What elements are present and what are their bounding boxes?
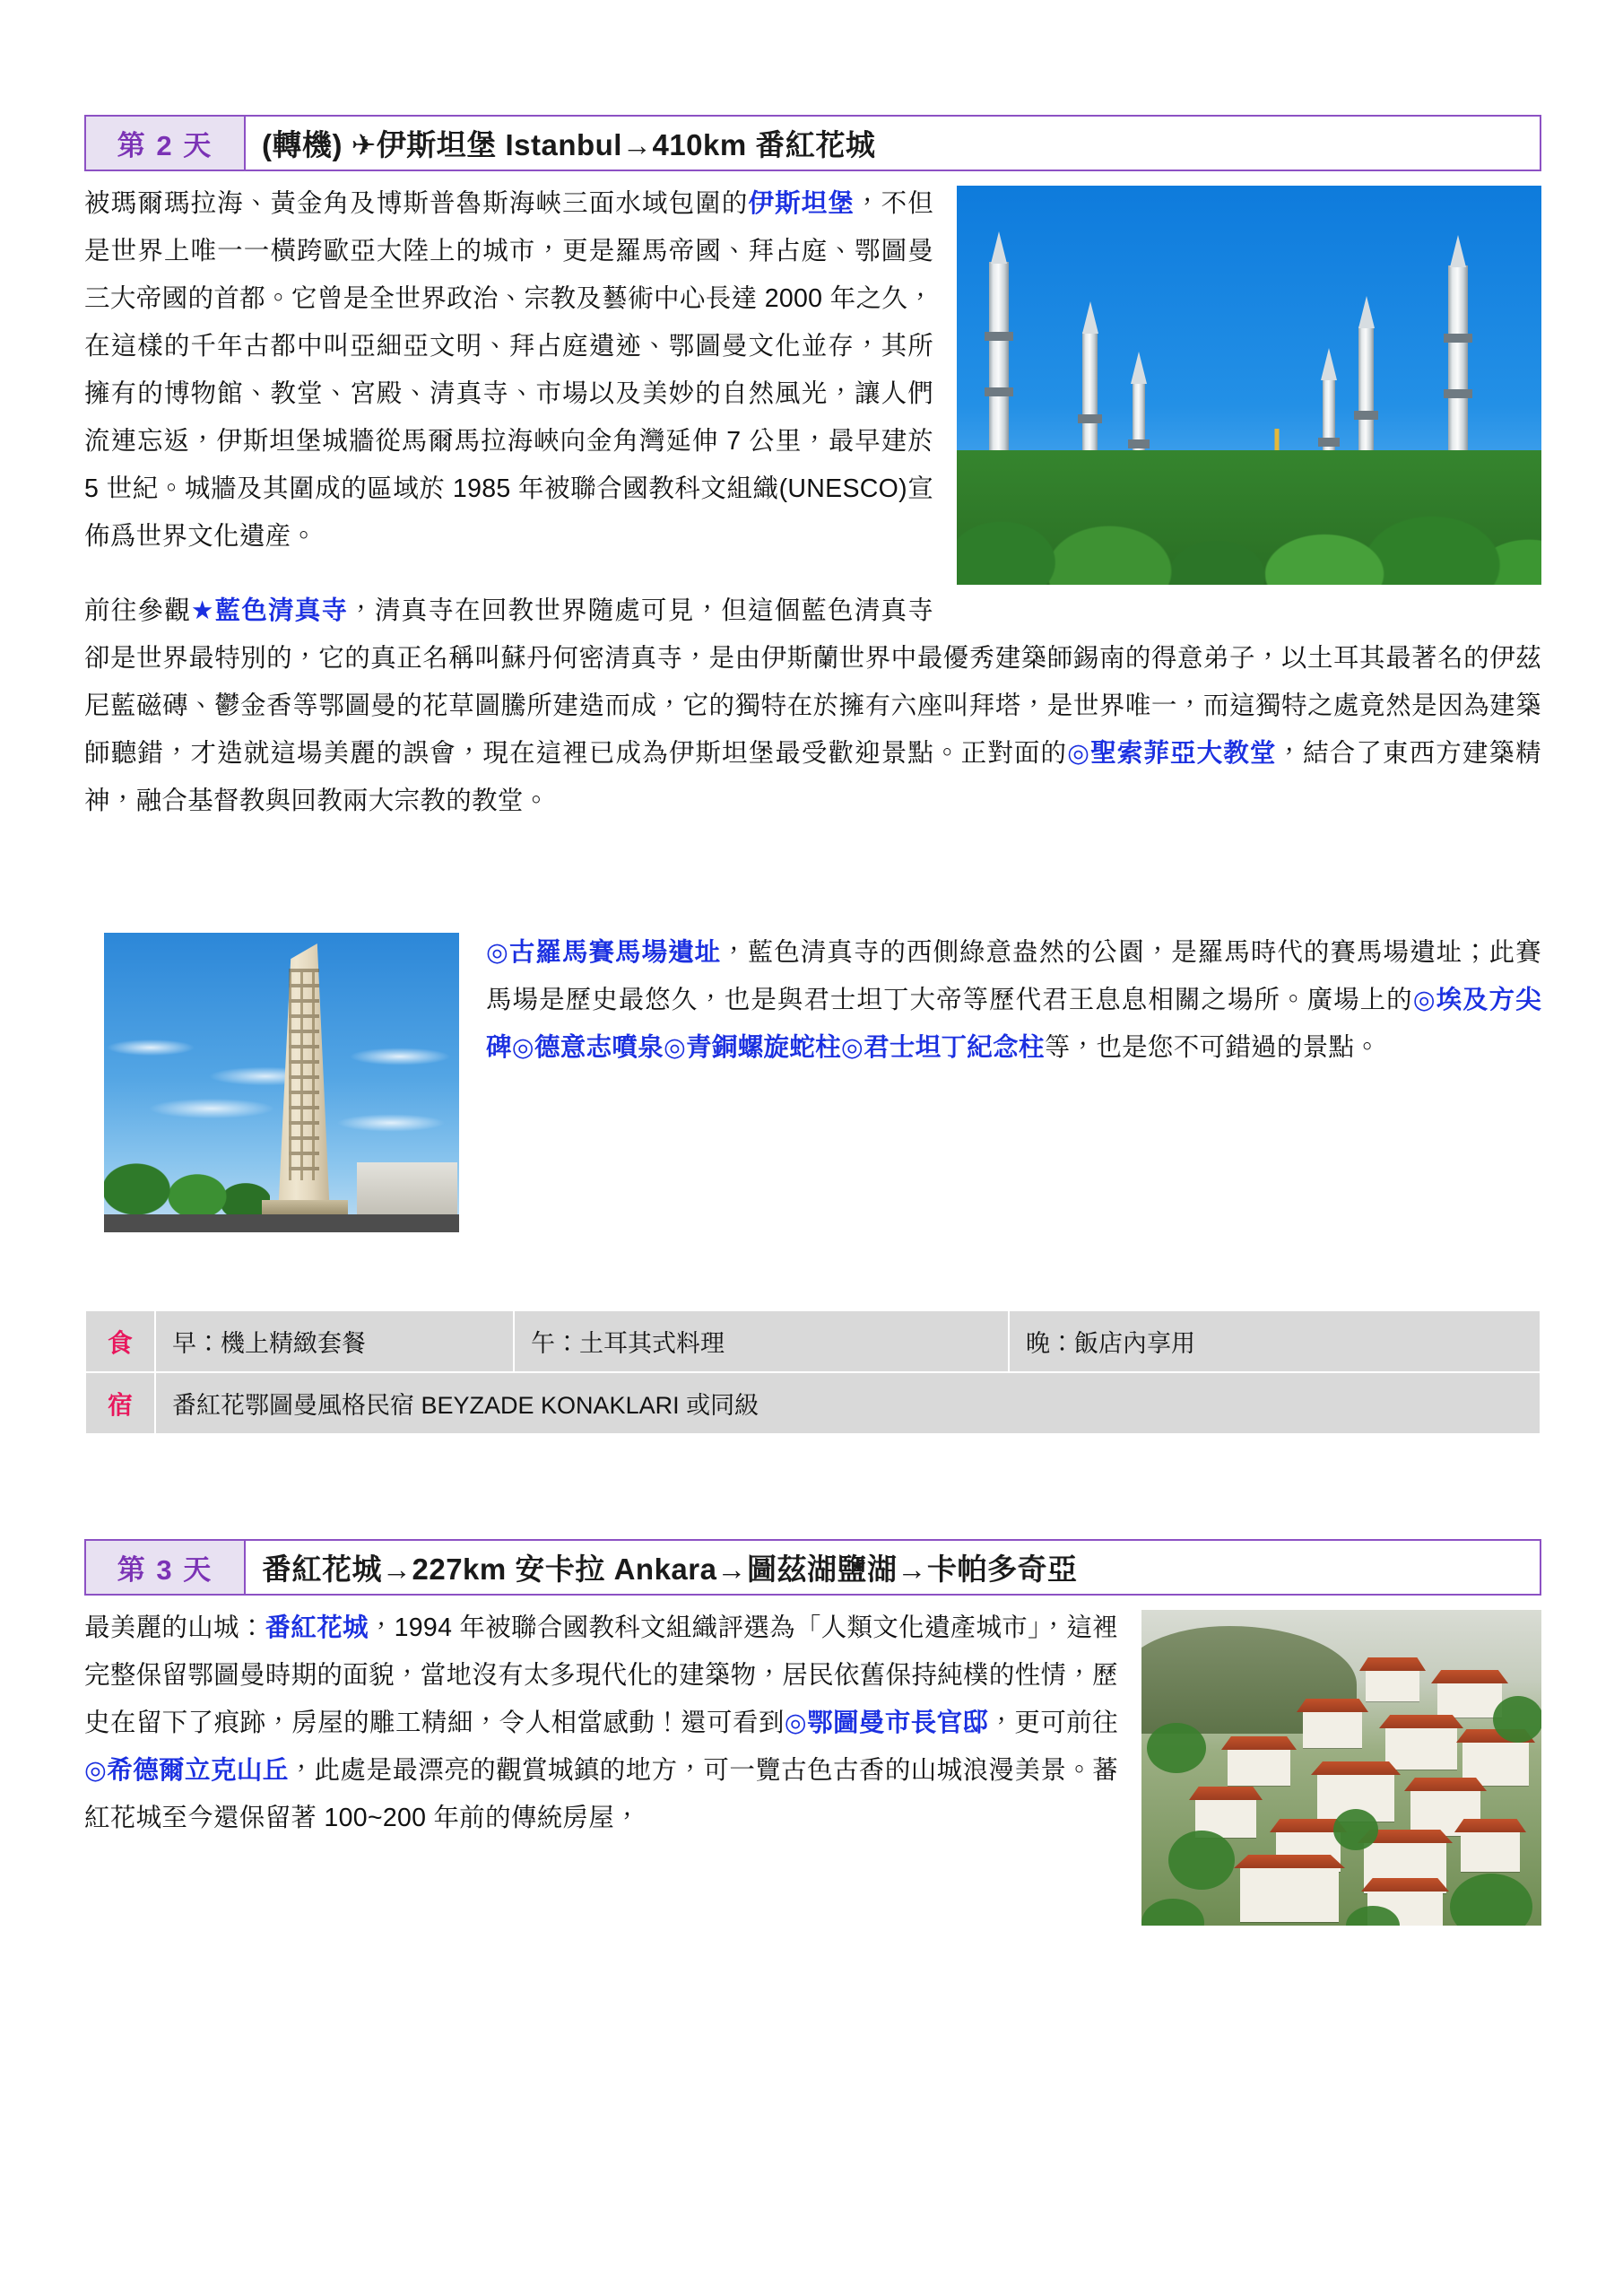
lodging-value: 番紅花鄂圖曼風格民宿 BEYZADE KONAKLARI 或同級	[155, 1372, 1541, 1434]
run-highlight-hagia-sophia: ◎聖索菲亞大教堂	[1067, 739, 1277, 768]
vertical-spacer	[84, 1435, 1541, 1539]
obelisk-ground	[104, 1214, 459, 1232]
vertical-spacer	[84, 1239, 1541, 1293]
meal-lunch: 午：土耳其式料理	[514, 1310, 1009, 1372]
meal-dinner: 晚：飯店內享用	[1009, 1310, 1541, 1372]
day-label-day3: 第 3 天	[86, 1541, 246, 1594]
table-row-lodging	[85, 1372, 1541, 1434]
run-text: 被瑪爾瑪拉海、黃金角及博斯普魯斯海峽三面水域包圍的	[84, 189, 749, 218]
day-header-bar-day3	[84, 1539, 1541, 1596]
paragraph-blue-mosque	[84, 587, 1541, 825]
run-highlight-hippodrome: ◎古羅馬賽馬場遺址	[486, 938, 722, 967]
run-text: ，1994 年被聯合國教科文組織評選為「人類文化遺產城市」，這裡完整保留鄂圖曼時期的面貌，當地沒有太多現代化的建築物，居民依舊保持純樸的性情，歷史在留下了痕跡，房屋的雕工精細，令人相當感動！還可看到	[84, 1613, 1118, 1737]
vertical-spacer	[84, 825, 1541, 929]
page-content	[84, 115, 1541, 1931]
table-row-meals	[85, 1310, 1541, 1372]
run-highlight-blue-mosque: ★藍色清真寺	[190, 596, 349, 625]
blue-mosque-photo	[957, 186, 1541, 585]
run-text: 最美麗的山城：	[84, 1613, 265, 1642]
obelisk-treeline	[104, 1134, 270, 1216]
day-route-day2: (轉機) ✈伊斯坦堡 Istanbul→410km 番紅花城	[246, 117, 1540, 170]
day-label-day2: 第 2 天	[86, 117, 246, 170]
hieroglyph-carvings	[289, 969, 319, 1180]
run-text: 前往參觀	[84, 596, 191, 625]
run-text: ，不但是世界上唯一一橫跨歐亞大陸上的城市，更是羅馬帝國、拜占庭、鄂圖曼三大帝國的首都。它曾是全世界政治、宗教及藝術中心長達 2000 年之久，在這樣的千年古都中叫亞細亞文明、拜占庭遺迹、鄂圖曼文化並存，其所擁有的博物館、教堂、宮殿、清真寺、市場以及美妙的自然風光，讓人們流連忘返，伊斯坦堡城牆從馬爾馬拉海峽向金角灣延伸 7 公里，最早建於 5 世紀。城牆及其圍成的區域於 1985 年被聯合國教科文組織(UNESCO)宣佈爲世界文化遺産。	[84, 189, 933, 551]
run-highlight-monuments: ◎埃及方尖碑◎德意志噴泉◎青銅螺旋蛇柱◎君士坦丁紀念柱	[486, 986, 1541, 1062]
lodging-tag: 宿	[85, 1372, 155, 1434]
run-text: ，此處是最漂亮的觀賞城鎮的地方，可一覽古色古香的山城浪漫美景。蕃紅花城至今還保留著 100~200 年前的傳統房屋，	[84, 1756, 1118, 1832]
day-route-day3: 番紅花城→227km 安卡拉 Ankara→圖茲湖鹽湖→卡帕多奇亞	[246, 1541, 1540, 1594]
run-highlight-safranbolu: 番紅花城	[265, 1613, 369, 1642]
run-highlight-hidirlik-hill: ◎希德爾立克山丘	[84, 1756, 289, 1785]
run-text: ，清真寺在回教世界隨處可見，但這個藍色清真寺卻是世界最特別的，它的真正名稱叫蘇丹何密清真寺，是由伊斯蘭世界中最優秀建築師錫南的得意弟子，以土耳其最著名的伊茲尼藍磁磚、鬱金香等鄂圖曼的花草圖騰所建造而成，它的獨特在於擁有六座叫拜塔，是世界唯一，而這獨特之處竟然是因為建築師聽錯，才造就這場美麗的誤會，現在這裡已成為伊斯坦堡最受歡迎景點。正對面的	[84, 596, 1541, 768]
istanbul-intro-block	[84, 180, 1541, 825]
egyptian-obelisk-photo	[104, 933, 459, 1232]
run-highlight-istanbul: 伊斯坦堡	[748, 189, 855, 218]
safranbolu-block	[84, 1605, 1541, 1931]
meals-lodging-table	[84, 1309, 1541, 1435]
town-houses	[1141, 1655, 1541, 1926]
hippodrome-block	[84, 929, 1541, 1239]
run-highlight-mayor-mansion: ◎鄂圖曼市長官邸	[784, 1709, 989, 1737]
meals-tag: 食	[85, 1310, 155, 1372]
safranbolu-town-photo	[1141, 1610, 1541, 1926]
mosque-foreground-trees	[957, 450, 1541, 585]
run-text: ，更可前往	[988, 1709, 1118, 1737]
meal-breakfast: 早：機上精緻套餐	[155, 1310, 514, 1372]
background-building	[357, 1162, 457, 1216]
run-text: 等，也是您不可錯過的景點。	[1044, 1033, 1381, 1062]
day-header-bar-day2	[84, 115, 1541, 171]
run-text: ，結合了東西方建築精神，融合基督教與回教兩大宗教的教堂。	[84, 739, 1541, 815]
run-text: ，藍色清真寺的西側綠意盎然的公園，是羅馬時代的賽馬場遺址；此賽馬場是歷史最悠久，也是與君士坦丁大帝等歷代君王息息相關之場所。廣場上的	[486, 938, 1541, 1014]
